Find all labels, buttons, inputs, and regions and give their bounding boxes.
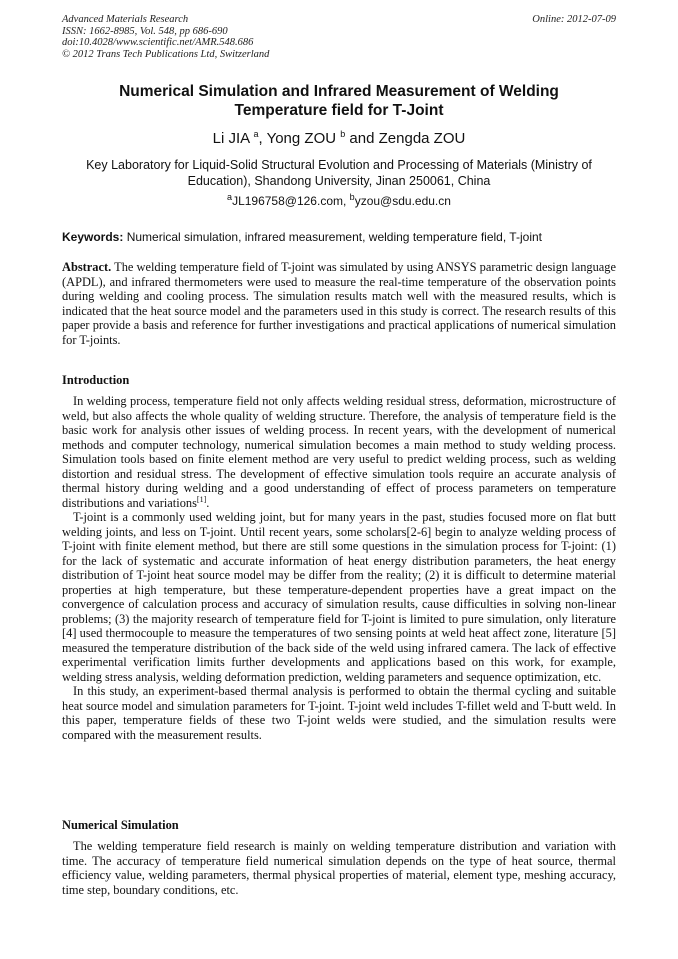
abstract [62,260,616,348]
paragraph-text-end: . [206,495,210,510]
author-affiliation-mark: a [253,129,259,139]
keywords [62,230,616,244]
paragraph [62,394,616,510]
abstract-text: The welding temperature field of T-joint was simulated by using ANSYS parametric design language (APDL), and infrared thermometers were used to measure the real-time temperature of the observation points during welding and cooling process. The simulation results match well with the measured results, which is indicated that the heat source model and the parameters used in this study is correct. The research results of this paper provide a basis and reference for further investigations and practical applications of numerical simulation for T-joints. [62,260,616,347]
keywords-text: Numerical simulation, infrared measurement, welding temperature field, T-joint [123,230,542,244]
email-mark: a [227,192,233,202]
abstract-label: Abstract. [62,260,112,274]
author-affiliation-mark: b [340,129,346,139]
journal-issn: ISSN: 1662-8985, Vol. 548, pp 686-690 [62,25,228,37]
author-affiliation: Key Laboratory for Liquid-Solid Structural Evolution and Processing of Materials (Ministry of Education), Shandong University, Jinan 250061, China [86,158,592,188]
author-list [62,130,616,148]
paper-title-line-2: Temperature field for T-Joint [234,102,444,119]
paper-title [62,82,616,120]
email-mark: b [349,192,355,202]
journal-copyright: © 2012 Trans Tech Publications Ltd, Switzerland [62,48,270,60]
email-link[interactable]: yzou@sdu.edu.cn [354,194,451,208]
paragraph-text: In welding process, temperature field not only affects welding residual stress, deformation, microstructure of weld, but also affects the whole quality of welding structure. Therefore, the analysis of temperature field is the basic work for analysis other issues of welding process. In recent years, with the development of numerical methods and computer technology, numerical simulation becomes a main method to study welding process. Simulation tools based on finite element method are very useful to predict welding process, such as welding distortion and residual stress. The development of effective simulation tools require an accurate analysis of thermal history during welding and a good understanding of effect of process parameters on temperature distributions and variations [62,394,616,510]
section-heading-introduction: Introduction [62,373,130,387]
paper-title-line-1: Numerical Simulation and Infrared Measurement of Welding [119,83,559,100]
email-link[interactable]: JL196758@126.com [232,194,343,208]
author-name: Zengda ZOU [378,130,466,147]
email-separator: , [343,194,350,208]
numerical-simulation-body [62,839,616,897]
journal-name: Advanced Materials Research [62,14,189,25]
introduction-body [62,394,616,742]
online-date: Online: 2012-07-09 [532,14,616,25]
journal-header [62,14,616,60]
paragraph: T-joint is a commonly used welding joint, but for many years in the past, studies focused more on flat butt welding joints, and less on T-joint. Until recent years, some scholars[2-6] begin to analyze welding process of T-joint with finite element method, but there are still some questions in the simulation process for T-joint: (1) for the lack of systematic and accurate information of heat energy distribution parameters, the heat energy distribution of T-joint heat source model may be differ from the reality; (2) it is difficult to determine material properties at high temperature, but these temperature-dependent properties have a great impact on the convergence of calculation process and accuracy of simulation results, cause difficulties in solving non-linear problems; (3) the majority research of temperature field for T-joint is limited to pure simulation, only literature [4] used thermocouple to measure the temperatures of two sensing points at weld heat affect zone, literature [5] measured the temperature distribution of the back side of the weld using infrared camera. The lack of effective experimental verification limits further developments and applications based on this work, for example, welding stress analysis, welding deformation prediction, welding parameters and sequence optimization, etc. [62,510,616,684]
paragraph: The welding temperature field research is mainly on welding temperature distribution and variation with time. The accuracy of temperature field numerical simulation depends on the type of heat source, thermal efficiency value, welding parameters, thermal physical properties of material, element type, meshing accuracy, time step, boundary conditions, etc. [62,839,616,897]
journal-doi: doi:10.4028/www.scientific.net/AMR.548.686 [62,37,254,48]
author-name: Yong ZOU [266,130,337,147]
citation-marker: [1] [196,494,207,504]
section-heading-numerical-simulation: Numerical Simulation [62,818,179,832]
paragraph: In this study, an experiment-based thermal analysis is performed to obtain the thermal cycling and suitable heat source model and simulation parameters for T-joint. T-joint weld includes T-fillet weld and T-butt weld. In this paper, temperature fields of these two T-joint welds were studied, and the simulation results were compared with the measurement results. [62,684,616,742]
author-separator: and [345,130,379,147]
author-separator: , [258,130,267,147]
author-emails [62,194,616,208]
author-name: Li JIA [212,130,250,147]
keywords-label: Keywords: [62,230,124,244]
